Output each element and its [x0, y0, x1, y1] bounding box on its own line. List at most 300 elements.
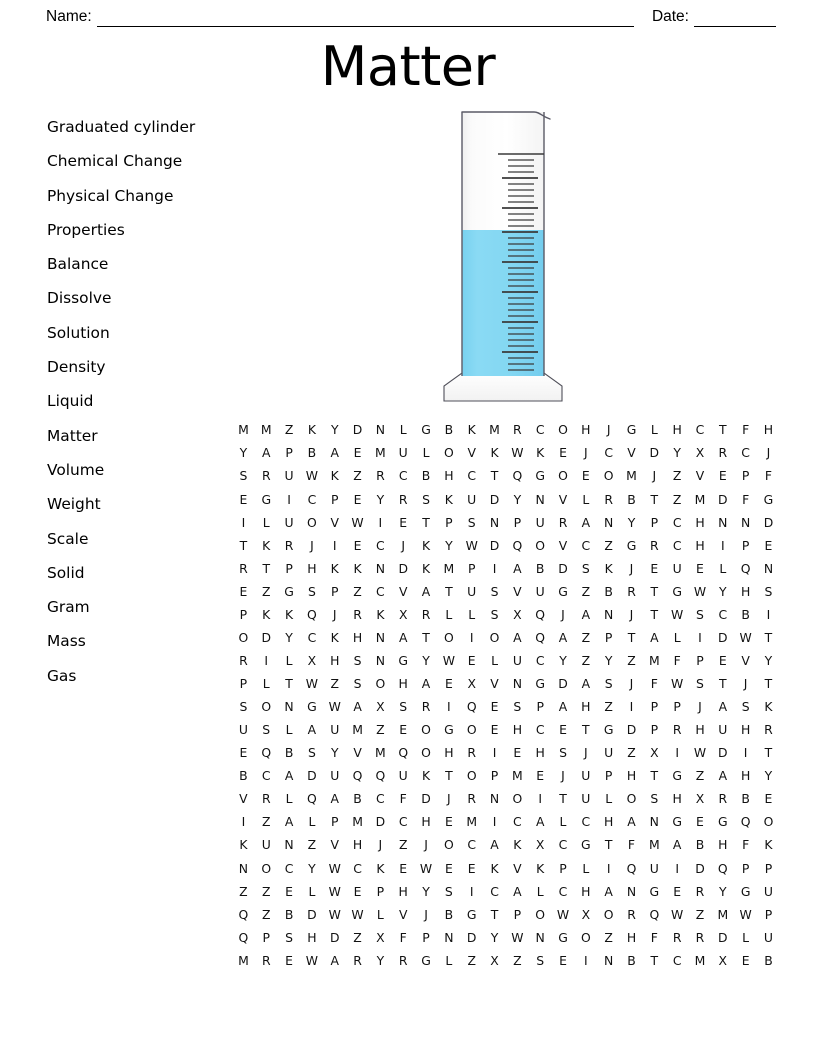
word-search-cell: N — [626, 883, 637, 899]
word-search-cell: W — [328, 699, 341, 715]
word-search-cell: N — [649, 814, 659, 830]
word-search-cell: Y — [513, 491, 522, 507]
word-search-row — [232, 465, 780, 488]
word-search-cell: R — [672, 929, 682, 945]
word-search-cell: U — [649, 860, 659, 876]
word-search-cell: W — [305, 468, 319, 484]
word-search-cell: X — [718, 952, 728, 968]
word-search-cell: V — [239, 791, 248, 807]
word-search-cell: J — [629, 560, 634, 576]
word-search-cell: V — [513, 860, 522, 876]
word-search-cell: J — [424, 837, 428, 853]
word-search-cell: T — [285, 676, 293, 692]
word-list-item: Chemical Change — [47, 152, 183, 171]
word-search-cell: Y — [673, 445, 681, 461]
word-search-cell: Z — [307, 837, 317, 853]
word-search-cell: X — [695, 791, 705, 807]
word-search-cell: A — [284, 768, 294, 784]
word-search-cell: Y — [285, 629, 293, 645]
word-search-cell: C — [398, 814, 408, 830]
word-search-cell: S — [559, 745, 567, 761]
word-search-cell: K — [490, 445, 499, 461]
word-search-cell: C — [376, 791, 385, 807]
word-search-cell: C — [535, 722, 545, 738]
word-search-cell: Q — [626, 860, 637, 876]
word-search-cell: Y — [719, 883, 727, 899]
word-search-cell: F — [399, 929, 407, 945]
word-search-cell: H — [581, 699, 591, 715]
word-search-cell: W — [305, 676, 319, 692]
word-search-row — [232, 742, 780, 765]
word-search-cell: E — [764, 791, 773, 807]
word-search-cell: T — [604, 837, 613, 853]
word-search-cell: Q — [512, 468, 523, 484]
word-search-cell: S — [262, 722, 271, 738]
word-search-cell: E — [673, 883, 682, 899]
word-search-cell: T — [650, 583, 659, 599]
word-search-cell: W — [671, 906, 684, 922]
word-search-cell: U — [261, 837, 271, 853]
word-search-cell: Q — [398, 745, 409, 761]
word-search-cell: U — [512, 652, 522, 668]
word-search-cell: N — [604, 514, 614, 530]
word-search-cell: E — [239, 491, 248, 507]
word-search-cell: Q — [740, 814, 751, 830]
word-search-cell: B — [764, 952, 773, 968]
word-search-cell: A — [330, 952, 339, 968]
word-search-cell: H — [444, 745, 454, 761]
word-search-cell: S — [422, 491, 430, 507]
word-search-cell: W — [671, 676, 684, 692]
word-search-cell: C — [284, 860, 294, 876]
word-search-cell: Y — [627, 514, 636, 530]
word-search-cell: A — [284, 814, 294, 830]
word-search-cell: K — [353, 560, 362, 576]
word-search-cell: L — [445, 606, 453, 622]
word-search-cell: E — [490, 699, 499, 715]
word-search-cell: Z — [604, 699, 613, 715]
word-search-cell: G — [581, 837, 591, 853]
word-search-cell: E — [353, 537, 362, 553]
date-label: Date: — [651, 8, 689, 26]
word-search-row — [232, 419, 780, 442]
word-search-cell: Q — [375, 768, 386, 784]
name-label: Name: — [46, 8, 92, 26]
word-list-item: Weight — [47, 495, 101, 514]
word-search-cell: N — [375, 629, 386, 645]
word-search-cell: Y — [764, 768, 773, 784]
word-search-cell: H — [330, 652, 340, 668]
word-search-cell: U — [535, 583, 545, 599]
word-search-cell: P — [696, 652, 704, 668]
word-search-cell: L — [582, 860, 590, 876]
word-search-cell: B — [353, 791, 362, 807]
word-search-cell: E — [444, 814, 453, 830]
word-search-row — [232, 627, 780, 650]
word-search-cell: R — [627, 583, 636, 599]
word-search-cell: R — [604, 491, 613, 507]
word-search-cell: Z — [604, 929, 613, 945]
word-search-cell: C — [581, 814, 591, 830]
word-search-cell: I — [584, 952, 588, 968]
word-search-cell: H — [581, 883, 591, 899]
word-search-cell: R — [718, 791, 728, 807]
word-search-cell: N — [604, 606, 614, 622]
word-search-cell: X — [307, 652, 317, 668]
word-search-cell: O — [466, 768, 477, 784]
word-search-cell: P — [741, 468, 750, 484]
word-search-cell: O — [512, 791, 523, 807]
word-search-cell: Z — [353, 929, 362, 945]
word-search-cell: V — [353, 745, 362, 761]
word-search-cell: Z — [284, 422, 294, 438]
word-search-cell: V — [627, 445, 636, 461]
word-search-cell: S — [307, 583, 316, 599]
word-search-cell: K — [330, 560, 339, 576]
word-search-cell: Y — [239, 445, 248, 461]
word-search-cell: P — [741, 860, 750, 876]
word-search-cell: T — [650, 606, 659, 622]
word-search-cell: K — [421, 537, 431, 553]
word-search-cell: U — [672, 560, 682, 576]
word-search-cell: B — [741, 791, 750, 807]
word-search-cell: O — [535, 906, 546, 922]
word-search-cell: J — [424, 906, 428, 922]
word-search-cell: V — [398, 906, 408, 922]
word-search-cell: A — [581, 606, 591, 622]
word-search-cell: N — [718, 514, 728, 530]
word-search-cell: U — [284, 514, 294, 530]
word-search-cell: G — [535, 676, 545, 692]
word-search-cell: P — [490, 768, 499, 784]
word-search-cell: C — [604, 445, 613, 461]
cylinder-base — [444, 373, 562, 401]
word-search-cell: F — [627, 837, 636, 853]
word-search-cell: W — [305, 952, 319, 968]
word-search-row — [232, 696, 780, 719]
word-search-cell: P — [285, 560, 293, 576]
word-search-cell: H — [512, 722, 523, 738]
word-search-cell: T — [445, 583, 453, 599]
word-search-cell: J — [766, 445, 771, 461]
word-search-cell: L — [445, 952, 453, 968]
word-search-cell: B — [444, 422, 454, 438]
word-list-item: Graduated cylinder — [47, 118, 196, 136]
word-search-cell: R — [261, 952, 271, 968]
word-search-cell: E — [399, 860, 408, 876]
word-list-item: Volume — [47, 460, 105, 479]
word-search-cell: I — [469, 629, 474, 645]
word-search-cell: E — [696, 814, 704, 830]
word-search-cell: D — [421, 791, 431, 807]
word-search-cell: H — [626, 929, 637, 945]
word-search-row — [232, 557, 780, 580]
word-search-cell: N — [375, 422, 386, 438]
word-search-grid — [232, 419, 780, 973]
word-search-cell: T — [719, 676, 727, 692]
word-search-row — [232, 926, 780, 949]
word-search-cell: N — [444, 929, 454, 945]
word-search-row — [232, 857, 780, 880]
word-search-cell: O — [489, 629, 500, 645]
word-search-cell: U — [238, 722, 248, 738]
word-search-cell: A — [330, 445, 339, 461]
word-search-cell: N — [512, 676, 522, 692]
word-search-cell: L — [559, 814, 567, 830]
word-search-cell: C — [307, 629, 317, 645]
word-search-cell: O — [261, 860, 272, 876]
word-search-cell: M — [352, 722, 363, 738]
word-search-cell: X — [398, 606, 408, 622]
word-search-cell: R — [421, 699, 431, 715]
word-search-cell: X — [513, 606, 522, 622]
word-search-cell: G — [626, 422, 637, 438]
word-search-cell: H — [352, 629, 363, 645]
word-search-cell: C — [261, 768, 271, 784]
word-search-cell: K — [262, 537, 271, 553]
word-search-cell: T — [719, 422, 727, 438]
word-search-cell: C — [558, 837, 568, 853]
word-search-cell: N — [740, 514, 751, 530]
word-search-cell: J — [584, 745, 588, 761]
word-search-cell: O — [763, 814, 774, 830]
word-search-cell: X — [467, 676, 476, 692]
word-search-cell: D — [261, 629, 272, 645]
word-list-item: Properties — [47, 220, 125, 239]
word-search-cell: Z — [261, 883, 271, 899]
word-search-cell: T — [262, 560, 271, 576]
word-search-row — [232, 604, 780, 627]
word-search-cell: C — [672, 537, 682, 553]
word-search-cell: E — [718, 652, 727, 668]
word-search-cell: A — [558, 629, 568, 645]
word-search-cell: M — [443, 560, 455, 576]
word-search-cell: P — [513, 514, 522, 530]
word-search-cell: O — [421, 745, 431, 761]
word-search-cell: N — [284, 699, 294, 715]
word-list-item: Solution — [47, 323, 110, 342]
word-search-cell: V — [490, 676, 499, 692]
word-search-cell: O — [580, 929, 591, 945]
word-search-cell: C — [695, 422, 705, 438]
word-search-cell: B — [239, 768, 248, 784]
word-search-cell: E — [559, 722, 567, 738]
word-search-cell: D — [375, 814, 386, 830]
word-search-cell: E — [467, 860, 476, 876]
word-search-cell: P — [650, 699, 659, 715]
word-search-cell: M — [375, 745, 386, 761]
word-search-cell: L — [308, 883, 316, 899]
word-search-cell: D — [626, 722, 637, 738]
word-search-cell: M — [626, 468, 637, 484]
word-search-cell: W — [739, 629, 752, 645]
word-search-cell: G — [672, 814, 682, 830]
word-search-cell: S — [285, 929, 293, 945]
word-search-cell: T — [422, 629, 430, 645]
word-search-cell: P — [422, 929, 430, 945]
word-search-cell: A — [513, 883, 522, 899]
word-search-cell: D — [352, 422, 363, 438]
word-search-row — [232, 534, 780, 557]
word-search-cell: K — [376, 860, 385, 876]
word-search-cell: D — [718, 745, 728, 761]
word-search-cell: S — [353, 676, 362, 692]
word-search-cell: A — [307, 722, 317, 738]
word-search-cell: R — [398, 491, 408, 507]
word-search-cell: C — [467, 468, 477, 484]
word-search-cell: V — [558, 537, 568, 553]
word-search-cell: D — [307, 768, 317, 784]
word-search-cell: E — [650, 560, 659, 576]
word-search-cell: M — [238, 952, 249, 968]
word-search-cell: Y — [376, 952, 385, 968]
word-search-cell: W — [693, 745, 707, 761]
word-search-cell: X — [376, 929, 385, 945]
word-search-cell: A — [490, 837, 499, 853]
word-search-cell: S — [536, 952, 545, 968]
word-search-cell: G — [718, 814, 728, 830]
word-search-cell: W — [328, 860, 341, 876]
word-search-cell: R — [695, 883, 705, 899]
word-search-cell: Z — [467, 952, 476, 968]
word-search-cell: T — [422, 514, 430, 530]
word-search-cell: H — [398, 676, 408, 692]
word-search-cell: E — [513, 745, 522, 761]
date-fill-in-line — [694, 25, 776, 27]
word-list-item: Liquid — [47, 392, 94, 411]
word-search-cell: C — [398, 468, 408, 484]
word-search-cell: W — [419, 860, 433, 876]
word-search-cell: O — [443, 837, 454, 853]
word-search-cell: P — [559, 860, 567, 876]
word-search-cell: D — [649, 445, 660, 461]
word-search-cell: T — [490, 468, 499, 484]
word-search-cell: I — [698, 629, 702, 645]
word-search-row — [232, 442, 780, 465]
word-search-cell: E — [444, 860, 453, 876]
word-search-cell: Q — [238, 929, 249, 945]
word-search-cell: P — [239, 676, 248, 692]
word-search-cell: G — [307, 699, 317, 715]
word-search-cell: N — [238, 860, 249, 876]
word-search-cell: S — [581, 560, 590, 576]
graduated-cylinder-illustration — [440, 106, 566, 406]
word-search-cell: L — [422, 445, 430, 461]
word-list-item: Gram — [47, 598, 90, 617]
word-list-item: Density — [47, 358, 106, 377]
word-search-cell: N — [535, 929, 545, 945]
word-search-cell: K — [604, 560, 613, 576]
word-search-cell: D — [466, 929, 477, 945]
word-search-cell: M — [717, 906, 729, 922]
word-search-row — [232, 949, 780, 972]
word-search-cell: L — [285, 722, 293, 738]
word-search-row — [232, 673, 780, 696]
word-search-cell: H — [398, 883, 408, 899]
word-search-cell: K — [376, 606, 385, 622]
word-search-cell: O — [443, 629, 454, 645]
word-search-cell: K — [285, 606, 294, 622]
word-search-cell: L — [399, 422, 407, 438]
word-search-cell: P — [673, 699, 681, 715]
word-search-cell: Y — [445, 537, 453, 553]
word-search-cell: Y — [490, 929, 499, 945]
word-search-cell: K — [513, 837, 522, 853]
word-search-cell: A — [627, 814, 636, 830]
word-search-cell: Z — [581, 629, 591, 645]
word-search-cell: D — [329, 929, 340, 945]
word-search-cell: I — [469, 883, 474, 899]
word-search-cell: Z — [581, 652, 591, 668]
word-search-cell: A — [421, 583, 431, 599]
word-search-cell: Q — [466, 699, 477, 715]
word-search-cell: S — [467, 514, 476, 530]
word-search-cell: N — [763, 560, 774, 576]
word-search-cell: L — [582, 491, 590, 507]
word-search-cell: U — [284, 468, 294, 484]
word-search-cell: G — [261, 491, 272, 507]
word-search-cell: C — [672, 514, 682, 530]
word-search-row — [232, 511, 780, 534]
word-search-cell: C — [376, 583, 385, 599]
word-search-cell: E — [490, 722, 499, 738]
word-search-cell: A — [262, 445, 271, 461]
word-search-cell: M — [352, 814, 363, 830]
word-search-cell: L — [605, 791, 613, 807]
word-search-cell: E — [285, 952, 293, 968]
word-search-cell: G — [284, 583, 294, 599]
word-search-cell: O — [626, 791, 637, 807]
word-search-cell: Z — [376, 722, 385, 738]
word-search-cell: H — [695, 537, 705, 553]
word-search-cell: B — [307, 445, 317, 461]
word-search-cell: K — [490, 860, 499, 876]
word-search-cell: E — [718, 468, 727, 484]
word-search-cell: K — [764, 837, 773, 853]
word-search-cell: T — [582, 722, 590, 738]
word-search-cell: Q — [352, 768, 363, 784]
word-search-cell: H — [535, 745, 545, 761]
word-search-cell: T — [764, 676, 773, 692]
word-search-cell: I — [675, 860, 679, 876]
word-search-cell: J — [378, 837, 383, 853]
word-search-cell: I — [447, 699, 451, 715]
word-search-cell: E — [399, 514, 408, 530]
word-search-cell: P — [330, 583, 339, 599]
word-search-cell: Z — [330, 676, 339, 692]
word-search-cell: W — [556, 906, 570, 922]
word-list-item: Balance — [47, 255, 109, 274]
word-search-cell: U — [763, 929, 773, 945]
word-search-cell: C — [490, 883, 499, 899]
word-search-cell: L — [285, 791, 293, 807]
word-search-cell: U — [763, 883, 773, 899]
word-search-cell: I — [720, 537, 725, 553]
word-search-cell: S — [307, 745, 316, 761]
word-search-cell: J — [606, 422, 611, 438]
word-search-cell: T — [559, 791, 567, 807]
word-search-cell: S — [764, 583, 773, 599]
word-search-cell: Z — [261, 583, 271, 599]
word-search-cell: C — [535, 652, 545, 668]
word-search-cell: P — [285, 445, 293, 461]
word-search-cell: U — [581, 791, 591, 807]
word-search-cell: S — [650, 791, 659, 807]
word-search-cell: B — [604, 583, 613, 599]
word-search-cell: P — [650, 514, 659, 530]
word-search-cell: K — [239, 837, 248, 853]
word-search-cell: J — [584, 445, 588, 461]
